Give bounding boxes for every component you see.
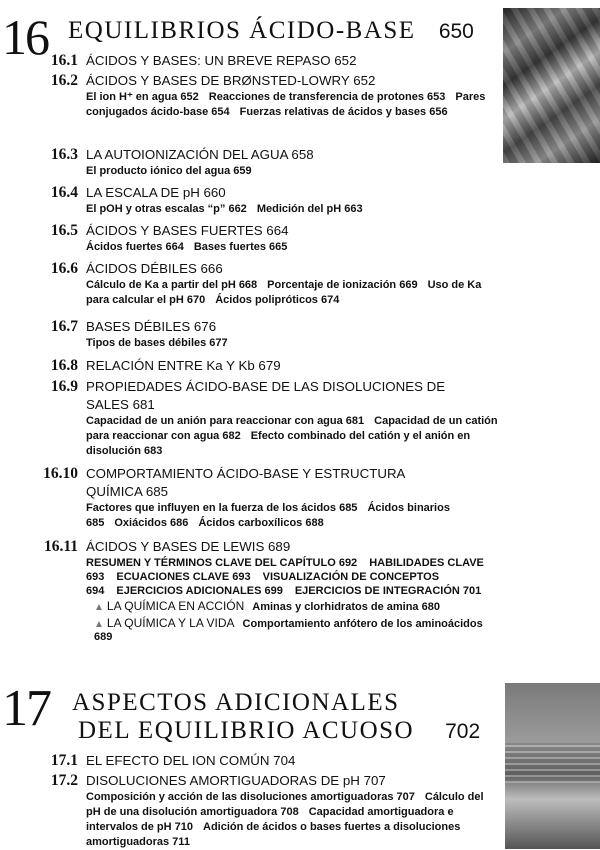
subtopic: Oxiácidos 686 — [114, 517, 189, 529]
toc-section — [0, 72, 490, 120]
subtopic: Ácidos fuertes 664 — [86, 241, 184, 253]
review-item: ECUACIONES CLAVE 693 — [116, 571, 251, 583]
section-subtopics — [86, 90, 490, 120]
review-item: VISUALIZACIÓN DE CONCEPTOS 694 — [86, 571, 440, 597]
section-body — [86, 184, 490, 217]
section-number: 16.3 — [50, 146, 78, 163]
toc-section — [0, 772, 490, 850]
subtopic: Composición y acción de las disoluciones amortiguadoras 707 — [86, 791, 415, 803]
section-body — [86, 52, 490, 70]
subtopic: Fuerzas relativas de ácidos y bases 656 — [239, 106, 448, 118]
section-number: 17.1 — [50, 752, 78, 769]
subtopic: Capacidad de un anión para reaccionar con agua 681 — [86, 415, 365, 427]
feature-text: Comportamiento anfótero de los aminoácidos 689 — [94, 617, 483, 643]
review-item: EJERCICIOS ADICIONALES 699 — [116, 585, 283, 597]
subtopic: Reacciones de transferencia de protones 653 — [208, 91, 446, 103]
subtopic: Medición del pH 663 — [256, 203, 363, 215]
toc-section — [0, 465, 500, 531]
chapter-16-photo — [503, 8, 600, 163]
chapter-number: 16 — [2, 9, 48, 65]
section-number: 16.4 — [50, 184, 78, 201]
section-title: ÁCIDOS Y BASES: UN BREVE REPASO 652 — [86, 53, 357, 68]
chapter-title — [72, 689, 480, 744]
section-body — [86, 222, 490, 255]
chapter-page: 650 — [438, 20, 474, 43]
section-subtopics — [86, 501, 500, 531]
subtopic: Cálculo de Ka a partir del pH 668 — [86, 279, 258, 291]
section-subtopics — [86, 336, 490, 351]
section-number: 16.8 — [50, 357, 78, 374]
subtopic: Factores que influyen en la fuerza de los ácidos 685 — [86, 502, 358, 514]
feature-text: Aminas y clorhidratos de amina 680 — [252, 601, 440, 613]
section-title: ÁCIDOS Y BASES DE LEWIS 689 — [86, 539, 291, 554]
section-number: 16.11 — [43, 538, 78, 555]
section-body — [86, 260, 490, 308]
section-number: 16.2 — [50, 72, 78, 89]
section-subtopics — [86, 278, 490, 308]
subtopic: Efecto combinado del catión y el anión en disolución 683 — [86, 430, 471, 457]
subtopic: El ion H⁺ en agua 652 — [86, 91, 199, 103]
chapter-17-photo — [505, 683, 600, 849]
section-body — [86, 72, 490, 120]
subtopic: El producto iónico del agua 659 — [86, 165, 252, 177]
subtopic: Uso de Ka para calcular el pH 670 — [86, 279, 482, 306]
section-subtopics — [86, 164, 490, 179]
section-title: COMPORTAMIENTO ÁCIDO-BASE Y ESTRUCTURA QUÍMICA 685 — [86, 466, 405, 499]
subtopic: Tipos de bases débiles 677 — [86, 337, 228, 349]
section-title: LA AUTOIONIZACIÓN DEL AGUA 658 — [86, 147, 314, 162]
section-title: DISOLUCIONES AMORTIGUADORAS DE pH 707 — [86, 773, 386, 788]
toc-section — [0, 146, 490, 179]
section-subtopics — [86, 202, 490, 217]
review-item: EJERCICIOS DE INTEGRACIÓN 701 — [294, 585, 482, 597]
section-title: ÁCIDOS DÉBILES 666 — [86, 261, 223, 276]
subtopic: Capacidad amortiguadora e intervalos de pH 710 — [86, 806, 454, 833]
section-title: PROPIEDADES ÁCIDO-BASE DE LAS DISOLUCIONES DE SALES 681 — [86, 379, 446, 412]
section-title: EL EFECTO DEL ION COMÚN 704 — [86, 753, 296, 768]
review-item: HABILIDADES CLAVE 693 — [86, 557, 484, 583]
toc-section — [0, 378, 500, 459]
subtopic: Porcentaje de ionización 669 — [267, 279, 418, 291]
chapter-title — [68, 17, 474, 45]
chapter-title-text: EQUILIBRIOS ÁCIDO-BASE — [68, 17, 416, 44]
section-title: RELACIÓN ENTRE Ka Y Kb 679 — [86, 358, 281, 373]
toc-section — [0, 52, 490, 70]
section-number: 16.6 — [50, 260, 78, 277]
section-number: 16.7 — [50, 318, 78, 335]
subtopic: Ácidos carboxílicos 688 — [198, 517, 324, 529]
section-body — [86, 465, 500, 531]
toc-section — [0, 260, 490, 308]
chapter-title-line1: ASPECTOS ADICIONALES — [72, 689, 400, 716]
section-title: BASES DÉBILES 676 — [86, 319, 217, 334]
section-body — [86, 772, 490, 850]
toc-section — [0, 318, 490, 351]
feature-box — [94, 600, 500, 615]
section-body — [86, 752, 490, 770]
subtopic: Capacidad de un catión para reaccionar con agua 682 — [86, 415, 498, 442]
chapter-title-line2-text: DEL EQUILIBRIO ACUOSO — [78, 716, 415, 744]
section-body — [86, 538, 500, 645]
chapter-review — [86, 556, 500, 598]
chapter-page: 702 — [445, 719, 481, 743]
section-body — [86, 378, 500, 459]
review-item: RESUMEN Y TÉRMINOS CLAVE DEL CAPÍTULO 692 — [86, 557, 358, 569]
subtopic: Cálculo del pH de una disolución amortiguadora 708 — [86, 791, 484, 818]
section-subtopics — [86, 414, 500, 459]
subtopic: Ácidos binarios 685 — [86, 502, 450, 529]
subtopic: Pares conjugados ácido-base 654 — [86, 91, 486, 118]
feature-title: LA QUÍMICA EN ACCIÓN — [106, 599, 245, 613]
section-number: 16.5 — [50, 222, 78, 239]
subtopic: Adición de ácidos o bases fuertes a disoluciones amortiguadoras 711 — [86, 821, 461, 848]
toc-section — [0, 538, 500, 645]
toc-section — [0, 357, 490, 375]
toc-section — [0, 222, 490, 255]
feature-box — [94, 617, 500, 645]
section-body — [86, 318, 490, 351]
section-number: 16.10 — [43, 465, 78, 482]
section-subtopics — [86, 790, 490, 850]
section-number: 17.2 — [50, 772, 78, 789]
section-subtopics — [86, 240, 490, 255]
chapter-number: 17 — [2, 680, 50, 737]
section-body — [86, 146, 490, 179]
section-title: LA ESCALA DE pH 660 — [86, 185, 226, 200]
toc-section — [0, 752, 490, 770]
toc-section — [0, 184, 490, 217]
subtopic: El pOH y otras escalas “p” 662 — [86, 203, 247, 215]
feature-title: LA QUÍMICA Y LA VIDA — [106, 615, 235, 630]
section-number: 16.9 — [50, 378, 78, 395]
chapter-title-line2 — [78, 717, 480, 745]
section-body — [86, 357, 490, 375]
section-title: ÁCIDOS Y BASES FUERTES 664 — [86, 223, 289, 238]
section-number: 16.1 — [50, 52, 78, 69]
triangle-icon: ▲ — [94, 602, 104, 613]
subtopic: Bases fuertes 665 — [193, 241, 288, 253]
subtopic: Ácidos polipróticos 674 — [215, 294, 340, 306]
section-title: ÁCIDOS Y BASES DE BRØNSTED-LOWRY 652 — [86, 73, 376, 88]
triangle-icon: ▲ — [94, 618, 104, 630]
